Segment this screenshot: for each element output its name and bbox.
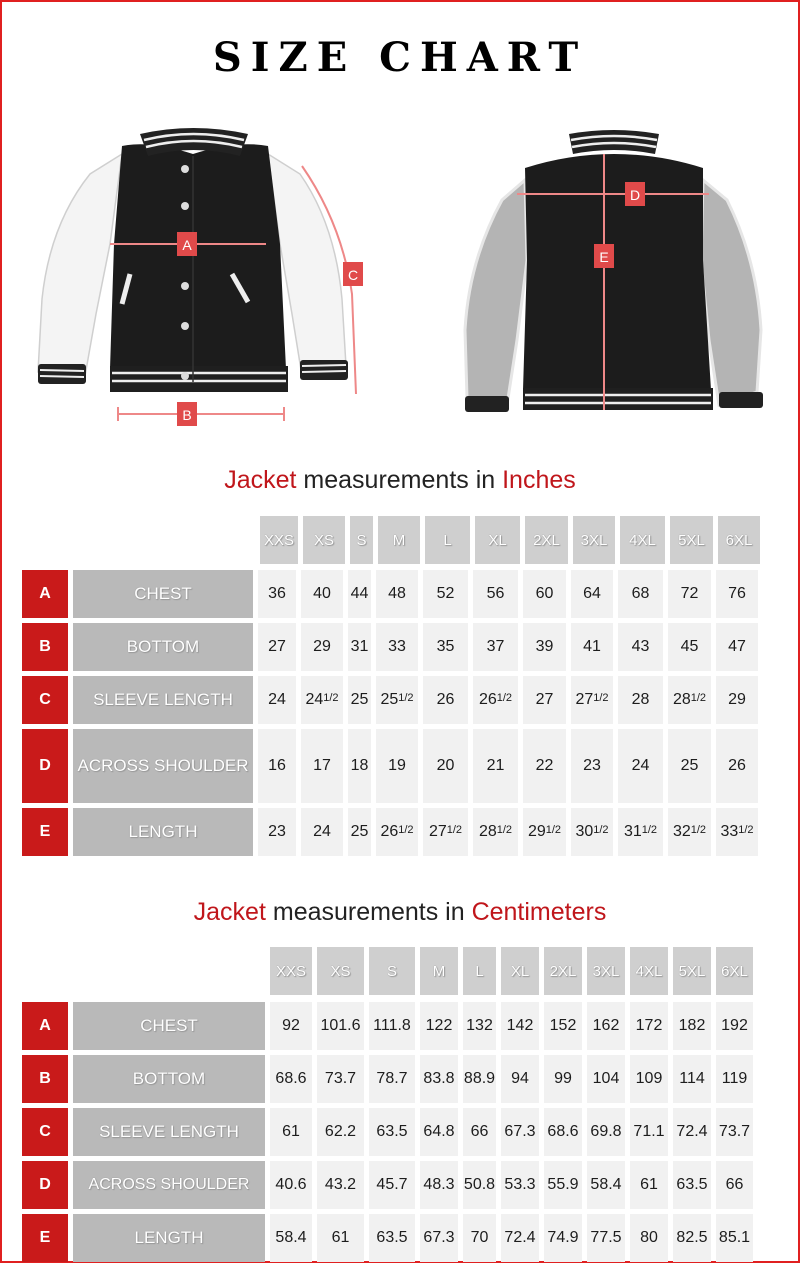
- in-size-xs: XS: [303, 516, 345, 564]
- in-row-label-sleeve-length: SLEEVE LENGTH: [73, 676, 253, 724]
- in-cell-c-l: 26: [423, 676, 468, 724]
- in-size-6xl: 6XL: [718, 516, 760, 564]
- in-cell-a-4xl: 68: [618, 570, 663, 618]
- in-cell-d-xl: 21: [473, 729, 518, 803]
- cm-cell-c-5xl: 72.4: [673, 1108, 711, 1156]
- in-row-label-chest: CHEST: [73, 570, 253, 618]
- in-size-xxs: XXS: [260, 516, 298, 564]
- page-title: SIZE CHART: [212, 34, 588, 81]
- cm-heading-part1: Jacket: [193, 898, 266, 926]
- in-cell-c-2xl: 27: [523, 676, 566, 724]
- cm-row-label-across-shoulder: ACROSS SHOULDER: [73, 1161, 265, 1209]
- centimeters-table-body: [22, 1002, 753, 1262]
- cm-cell-d-6xl: 66: [716, 1161, 753, 1209]
- cm-cell-a-xxs: 92: [270, 1002, 312, 1050]
- cm-cell-d-m: 48.3: [420, 1161, 458, 1209]
- in-cell-c-6xl: 29: [716, 676, 758, 724]
- in-cell-d-m: 19: [376, 729, 418, 803]
- cm-cell-d-s: 45.7: [369, 1161, 415, 1209]
- cm-cell-c-3xl: 69.8: [587, 1108, 625, 1156]
- cm-cell-b-5xl: 114: [673, 1055, 711, 1103]
- cm-size-xxs: XXS: [270, 947, 312, 995]
- jacket-front-illustration: [30, 114, 375, 432]
- measure-tag-e: E: [599, 249, 609, 265]
- cm-cell-e-4xl: 80: [630, 1214, 668, 1262]
- cm-cell-d-xl: 53.3: [501, 1161, 539, 1209]
- cm-cell-e-2xl: 74.9: [544, 1214, 582, 1262]
- cm-cell-d-4xl: 61: [630, 1161, 668, 1209]
- in-size-2xl: 2XL: [525, 516, 568, 564]
- cm-size-4xl: 4XL: [630, 947, 668, 995]
- in-cell-d-3xl: 23: [571, 729, 613, 803]
- cm-cell-b-2xl: 99: [544, 1055, 582, 1103]
- in-cell-b-s: 31: [348, 623, 371, 671]
- in-row-letter-a: A: [22, 570, 68, 618]
- in-row-label-length: LENGTH: [73, 808, 253, 856]
- in-size-3xl: 3XL: [573, 516, 615, 564]
- cm-cell-d-xxs: 40.6: [270, 1161, 312, 1209]
- in-cell-d-6xl: 26: [716, 729, 758, 803]
- cm-cell-b-xxs: 68.6: [270, 1055, 312, 1103]
- cm-cell-e-xs: 61: [317, 1214, 364, 1262]
- measure-tag-d: D: [629, 187, 641, 203]
- cm-cell-a-m: 122: [420, 1002, 458, 1050]
- in-cell-a-5xl: 72: [668, 570, 711, 618]
- cm-cell-e-xxs: 58.4: [270, 1214, 312, 1262]
- measure-tag-c: C: [347, 267, 359, 283]
- cm-cell-a-l: 132: [463, 1002, 496, 1050]
- cm-heading-part3: Centimeters: [471, 898, 607, 926]
- in-cell-b-5xl: 45: [668, 623, 711, 671]
- in-cell-d-s: 18: [348, 729, 371, 803]
- cm-row-letter-b: B: [22, 1055, 68, 1103]
- in-cell-e-xs: 24: [301, 808, 343, 856]
- jacket-back-illustration: [457, 120, 772, 426]
- in-row-letter-b: B: [22, 623, 68, 671]
- in-row-label-bottom: BOTTOM: [73, 623, 253, 671]
- cm-cell-a-xs: 101.6: [317, 1002, 364, 1050]
- cm-cell-b-l: 88.9: [463, 1055, 496, 1103]
- in-cell-a-xs: 40: [301, 570, 343, 618]
- cm-cell-e-5xl: 82.5: [673, 1214, 711, 1262]
- cm-cell-a-5xl: 182: [673, 1002, 711, 1050]
- cm-cell-c-xl: 67.3: [501, 1108, 539, 1156]
- in-size-s: S: [350, 516, 373, 564]
- cm-size-xs: XS: [317, 947, 364, 995]
- in-cell-e-xl: 28 $^{1/2}$: [473, 808, 518, 856]
- in-cell-c-3xl: 27 $^{1/2}$: [571, 676, 613, 724]
- in-cell-d-xxs: 16: [258, 729, 296, 803]
- cm-cell-d-3xl: 58.4: [587, 1161, 625, 1209]
- inches-table-body: [22, 570, 758, 856]
- cm-cell-d-xs: 43.2: [317, 1161, 364, 1209]
- cm-cell-c-l: 66: [463, 1108, 496, 1156]
- in-cell-d-5xl: 25: [668, 729, 711, 803]
- in-cell-e-5xl: 32 $^{1/2}$: [668, 808, 711, 856]
- in-cell-c-m: 25 $^{1/2}$: [376, 676, 418, 724]
- in-cell-d-l: 20: [423, 729, 468, 803]
- in-cell-e-2xl: 29 $^{1/2}$: [523, 808, 566, 856]
- in-cell-e-l: 27 $^{1/2}$: [423, 808, 468, 856]
- in-cell-a-xl: 56: [473, 570, 518, 618]
- cm-row-letter-d: D: [22, 1161, 68, 1209]
- in-cell-b-l: 35: [423, 623, 468, 671]
- cm-size-m: M: [420, 947, 458, 995]
- in-cell-b-xs: 29: [301, 623, 343, 671]
- in-cell-a-s: 44: [348, 570, 371, 618]
- cm-cell-e-3xl: 77.5: [587, 1214, 625, 1262]
- cm-cell-b-xl: 94: [501, 1055, 539, 1103]
- cm-size-l: L: [463, 947, 496, 995]
- cm-cell-a-2xl: 152: [544, 1002, 582, 1050]
- in-size-xl: XL: [475, 516, 520, 564]
- in-size-4xl: 4XL: [620, 516, 665, 564]
- cm-row-label-length: LENGTH: [73, 1214, 265, 1262]
- cm-size-5xl: 5XL: [673, 947, 711, 995]
- in-cell-c-s: 25: [348, 676, 371, 724]
- inches-table-heading: [2, 466, 798, 495]
- in-cell-e-3xl: 30 $^{1/2}$: [571, 808, 613, 856]
- centimeters-size-header: [270, 947, 753, 995]
- cm-cell-c-4xl: 71.1: [630, 1108, 668, 1156]
- in-cell-c-5xl: 28 $^{1/2}$: [668, 676, 711, 724]
- cm-cell-a-6xl: 192: [716, 1002, 753, 1050]
- in-cell-b-2xl: 39: [523, 623, 566, 671]
- cm-row-letter-c: C: [22, 1108, 68, 1156]
- measure-tag-a: A: [182, 237, 192, 253]
- in-cell-e-s: 25: [348, 808, 371, 856]
- cm-row-label-sleeve-length: SLEEVE LENGTH: [73, 1108, 265, 1156]
- measure-tag-b: B: [182, 407, 192, 423]
- in-cell-a-l: 52: [423, 570, 468, 618]
- cm-cell-d-5xl: 63.5: [673, 1161, 711, 1209]
- cm-cell-d-l: 50.8: [463, 1161, 496, 1209]
- cm-cell-e-xl: 72.4: [501, 1214, 539, 1262]
- cm-cell-c-xs: 62.2: [317, 1108, 364, 1156]
- in-cell-b-xl: 37: [473, 623, 518, 671]
- cm-cell-b-m: 83.8: [420, 1055, 458, 1103]
- in-cell-e-4xl: 31 $^{1/2}$: [618, 808, 663, 856]
- cm-size-6xl: 6XL: [716, 947, 753, 995]
- in-size-l: L: [425, 516, 470, 564]
- in-size-5xl: 5XL: [670, 516, 713, 564]
- in-cell-b-xxs: 27: [258, 623, 296, 671]
- cm-cell-c-2xl: 68.6: [544, 1108, 582, 1156]
- in-cell-b-4xl: 43: [618, 623, 663, 671]
- cm-cell-c-s: 63.5: [369, 1108, 415, 1156]
- cm-cell-e-6xl: 85.1: [716, 1214, 753, 1262]
- cm-size-3xl: 3XL: [587, 947, 625, 995]
- in-cell-d-xs: 17: [301, 729, 343, 803]
- cm-cell-e-l: 70: [463, 1214, 496, 1262]
- cm-cell-c-6xl: 73.7: [716, 1108, 753, 1156]
- cm-size-2xl: 2XL: [544, 947, 582, 995]
- cm-cell-b-3xl: 104: [587, 1055, 625, 1103]
- in-cell-b-m: 33: [376, 623, 418, 671]
- cm-size-s: S: [369, 947, 415, 995]
- cm-cell-a-s: 111.8: [369, 1002, 415, 1050]
- in-cell-e-6xl: 33 $^{1/2}$: [716, 808, 758, 856]
- centimeters-table-heading: [2, 898, 798, 927]
- in-cell-a-m: 48: [376, 570, 418, 618]
- cm-cell-c-xxs: 61: [270, 1108, 312, 1156]
- cm-heading-part2: measurements in: [265, 898, 472, 926]
- in-cell-d-2xl: 22: [523, 729, 566, 803]
- in-row-letter-d: D: [22, 729, 68, 803]
- cm-cell-e-m: 67.3: [420, 1214, 458, 1262]
- in-cell-c-xs: 24 $^{1/2}$: [301, 676, 343, 724]
- in-cell-e-m: 26 $^{1/2}$: [376, 808, 418, 856]
- inches-heading-part3: Inches: [502, 466, 576, 494]
- in-cell-b-6xl: 47: [716, 623, 758, 671]
- cm-cell-c-m: 64.8: [420, 1108, 458, 1156]
- inches-size-header: [260, 516, 760, 564]
- cm-cell-b-s: 78.7: [369, 1055, 415, 1103]
- cm-size-xl: XL: [501, 947, 539, 995]
- cm-row-label-chest: CHEST: [73, 1002, 265, 1050]
- cm-cell-b-6xl: 119: [716, 1055, 753, 1103]
- cm-cell-a-3xl: 162: [587, 1002, 625, 1050]
- in-cell-d-4xl: 24: [618, 729, 663, 803]
- in-cell-a-3xl: 64: [571, 570, 613, 618]
- cm-row-letter-a: A: [22, 1002, 68, 1050]
- in-size-m: M: [378, 516, 420, 564]
- in-row-label-across-shoulder: ACROSS SHOULDER: [73, 729, 253, 803]
- cm-cell-d-2xl: 55.9: [544, 1161, 582, 1209]
- in-row-letter-e: E: [22, 808, 68, 856]
- in-cell-c-xl: 26 $^{1/2}$: [473, 676, 518, 724]
- in-cell-a-2xl: 60: [523, 570, 566, 618]
- in-cell-b-3xl: 41: [571, 623, 613, 671]
- cm-cell-a-xl: 142: [501, 1002, 539, 1050]
- in-cell-a-xxs: 36: [258, 570, 296, 618]
- in-cell-e-xxs: 23: [258, 808, 296, 856]
- inches-heading-part2: measurements in: [296, 466, 503, 494]
- cm-cell-b-xs: 73.7: [317, 1055, 364, 1103]
- in-cell-c-4xl: 28: [618, 676, 663, 724]
- cm-cell-b-4xl: 109: [630, 1055, 668, 1103]
- inches-heading-part1: Jacket: [224, 466, 297, 494]
- cm-row-letter-e: E: [22, 1214, 68, 1262]
- cm-cell-e-s: 63.5: [369, 1214, 415, 1262]
- cm-row-label-bottom: BOTTOM: [73, 1055, 265, 1103]
- in-cell-c-xxs: 24: [258, 676, 296, 724]
- in-row-letter-c: C: [22, 676, 68, 724]
- cm-cell-a-4xl: 172: [630, 1002, 668, 1050]
- in-cell-a-6xl: 76: [716, 570, 758, 618]
